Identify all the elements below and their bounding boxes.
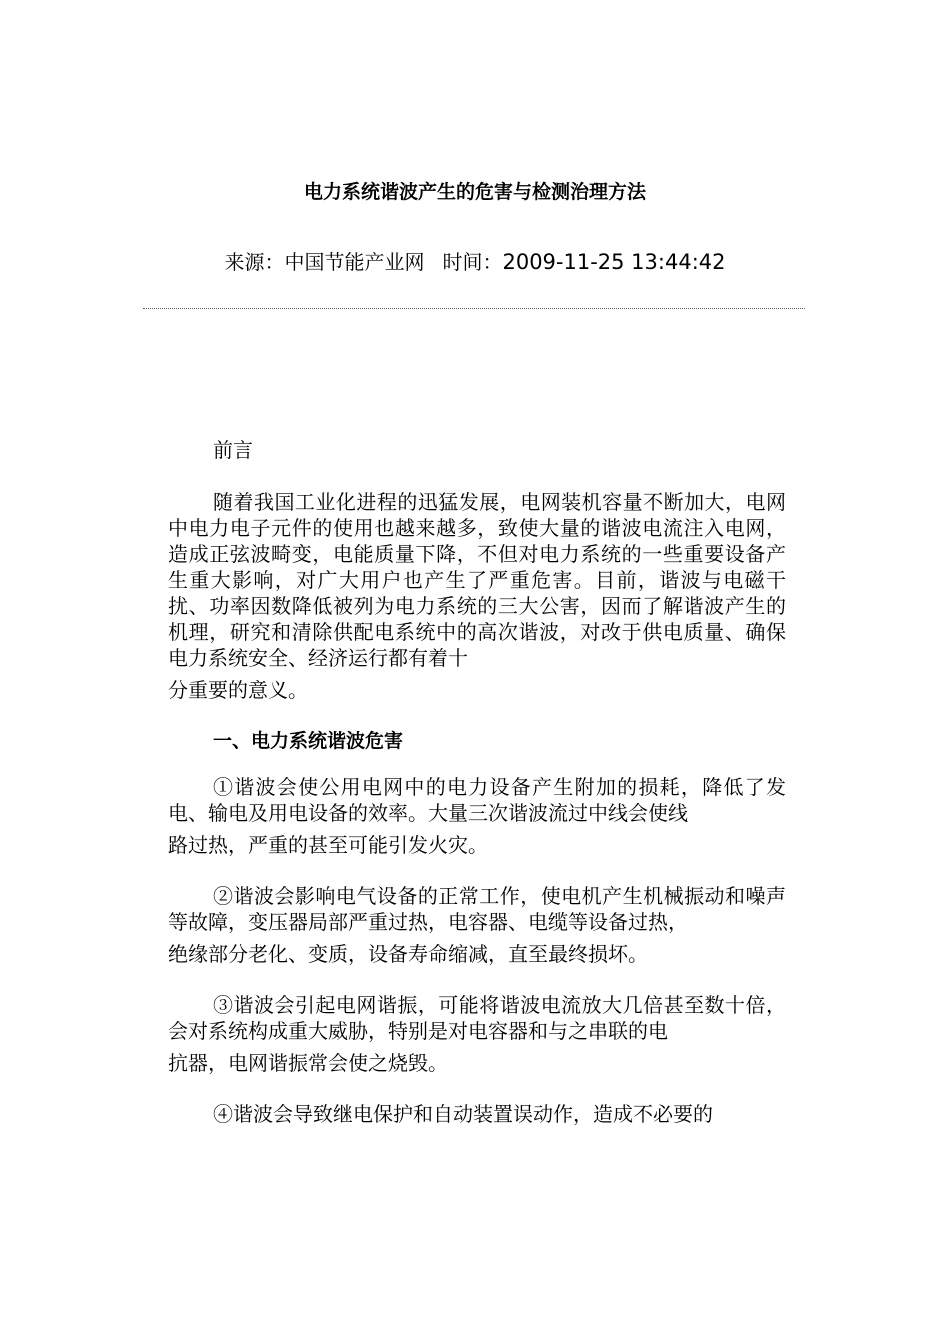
source-value: 中国节能产业网 — [284, 250, 425, 274]
section-heading: 一、电力系统谐波危害 — [213, 730, 404, 752]
dotted-divider — [143, 308, 805, 309]
item-text: ③谐波会引起电网谐振，可能将谐波电流放大几倍甚至数十倍，会对系统构成重大威胁，特别是对电容器和与之串联的电 — [168, 993, 786, 1043]
document-title: 电力系统谐波产生的危害与检测治理方法 — [303, 181, 646, 203]
intro-text: 随着我国工业化进程的迅猛发展，电网装机容量不断加大，电网中电力电子元件的使用也越来越多，致使大量的谐波电流注入电网，造成正弦波畸变，电能质量下降，不但对电力系统的一些重要设备产生重大影响，对广大用户也产生了严重危害。目前，谐波与电磁干扰、功率因数降低被列为电力系统的三大公害，因而了解谐波产生的机理，研究和清除供配电系统中的高次谐波，对改于供电质量、确保电力系统安全、经济运行都有着十 — [168, 490, 786, 670]
item-last-line: 绝缘部分老化、变质，设备寿命缩减，直至最终损坏。 — [168, 942, 648, 966]
source-label: 来源： — [224, 250, 285, 274]
item-last-line: 抗器，电网谐振常会使之烧毁。 — [168, 1051, 448, 1075]
list-item — [168, 883, 786, 967]
time-label: 时间： — [442, 250, 503, 274]
document-meta — [0, 247, 950, 277]
preface-heading: 前言 — [213, 438, 253, 462]
item-text: ①谐波会使公用电网中的电力设备产生附加的损耗，降低了发电、输电及用电设备的效率。大量三次谐波流过中线会使线 — [168, 775, 786, 825]
intro-last-line: 分重要的意义。 — [168, 678, 308, 702]
time-value: 2009-11-25 13:44:42 — [502, 250, 726, 274]
list-item — [168, 774, 786, 858]
article-body — [168, 435, 786, 1152]
intro-paragraph — [168, 489, 786, 703]
item-last-line: 路过热，严重的甚至可能引发火灾。 — [168, 833, 488, 857]
list-item — [168, 992, 786, 1076]
list-item — [168, 1101, 786, 1127]
item-text: ④谐波会导致继电保护和自动装置误动作，造成不必要的 — [213, 1102, 713, 1126]
item-text: ②谐波会影响电气设备的正常工作，使电机产生机械振动和噪声等故障，变压器局部严重过热，电容器、电缆等设备过热， — [168, 884, 786, 934]
